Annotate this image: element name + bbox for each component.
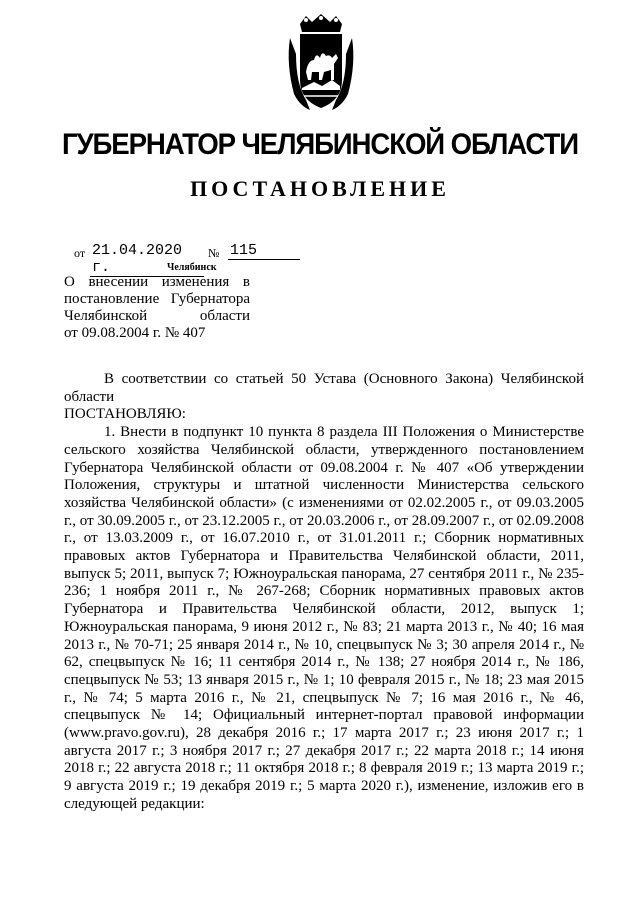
date-prefix: от bbox=[74, 246, 86, 260]
issue-city: Челябинск bbox=[167, 262, 217, 273]
document-subject bbox=[64, 274, 250, 342]
decree-word: ПОСТАНОВЛЯЮ: bbox=[64, 406, 186, 423]
preamble: В соответствии со статьей 50 Устава (Основного Закона) Челябинской области bbox=[64, 371, 584, 405]
authority-title: ГУБЕРНАТОР ЧЕЛЯБИНСКОЙ ОБЛАСТИ bbox=[61, 128, 579, 161]
subject-line: постановление Губернатора bbox=[64, 291, 250, 307]
chelyabinsk-coat-of-arms-icon bbox=[286, 14, 356, 114]
document-type: ПОСТАНОВЛЕНИЕ bbox=[190, 176, 450, 201]
document-date: 21.04.2020 г. bbox=[90, 242, 204, 277]
number-prefix: № bbox=[208, 246, 220, 260]
document-number: 115 bbox=[228, 242, 300, 260]
subject-line: от 09.08.2004 г. № 407 bbox=[64, 325, 206, 341]
document-body bbox=[64, 371, 584, 814]
subject-line: О внесении изменения в bbox=[64, 274, 250, 290]
subject-line: Челябинской области bbox=[64, 308, 250, 324]
item-1: 1. Внести в подпункт 10 пункта 8 раздела III Положения о Министерстве сельского хозяйства Челябинской области, утвержденного постановлением Губернатора Челябинской области от 09.08.2004 г. № 407 «Об утверждении Положения, структуры и штатной численности Министерства сельского хозяйства Челябинской области» (с изменениями от 02.02.2005 г., от 09.03.2005 г., от 30.09.2005 г., от 23.12.2005 г., от 20.03.2006 г., от 28.09.2007 г., от 02.09.2008 г., от 13.03.2009 г., от 16.07.2010 г., от 31.01.2011 г.; Сборник нормативных правовых актов Губернатора и Правительства Челябинской области, 2011, выпуск 5; 2011, выпуск 7; Южноуральская панорама, 27 сентября 2011 г., № 235-236; 1 ноября 2011 г., № 267-268; Сборник нормативных правовых актов Губернатора и Правительства Челябинской области, 2012, выпуск 1; Южноуральская панорама, 9 июня 2012 г., № 83; 21 марта 2013 г., № 40; 16 мая 2013 г., № 70-71; 25 января 2014 г., № 10, спецвыпуск № 3; 30 апреля 2014 г., № 62, спецвыпуск № 16; 11 сентября 2014 г., № 138; 27 ноября 2014 г., № 186, спецвыпуск № 53; 13 января 2015 г., № 1; 10 февраля 2015 г., № 18; 23 мая 2015 г., № 74; 5 марта 2016 г., № 21, спецвыпуск № 7; 16 мая 2016 г., № 46, спецвыпуск № 14; Официальный интернет-портал правовой информации (www.pravo.gov.ru), 28 декабря 2016 г.; 17 марта 2017 г.; 23 июня 2017 г.; 1 августа 2017 г.; 3 ноября 2017 г.; 27 декабря 2017 г.; 22 марта 2018 г.; 14 июня 2018 г.; 22 августа 2018 г.; 11 октября 2018 г.; 8 февраля 2019 г.; 13 марта 2019 г.; 9 августа 2019 г.; 19 декабря 2019 г.; 5 марта 2020 г.), изменение, изложив его в следующей редакции: bbox=[64, 424, 584, 812]
